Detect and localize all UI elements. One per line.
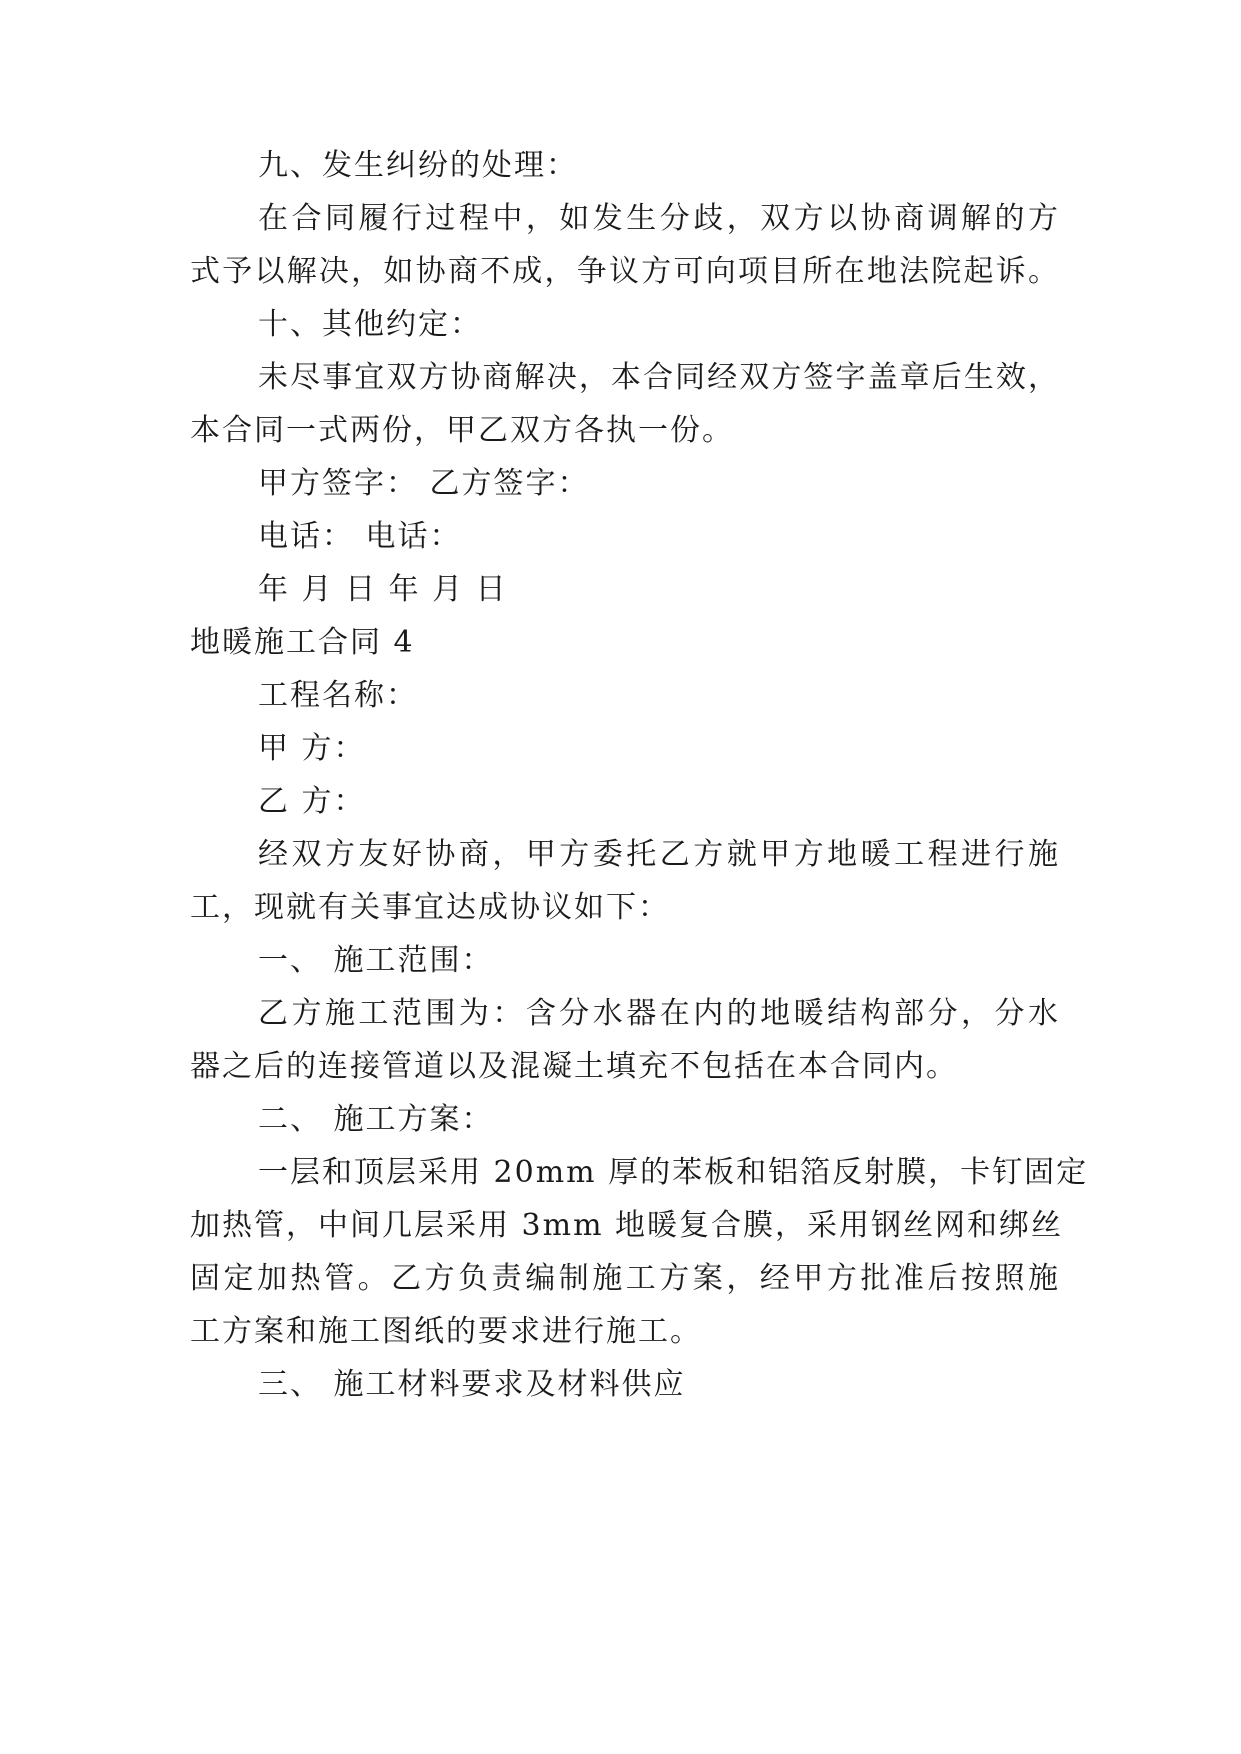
section-heading-other: 十、其他约定： [258, 307, 482, 342]
signature-line: 甲方签字： 乙方签字： [258, 466, 590, 501]
paragraph-line: 一层和顶层采用 20mm 厚的苯板和铝箔反射膜，卡钉固定 [258, 1155, 1089, 1190]
project-name-field: 工程名称： [258, 678, 418, 713]
phone-line: 电话： 电话： [258, 519, 462, 554]
paragraph-line: 工方案和施工图纸的要求进行施工。 [190, 1314, 702, 1349]
contract-title: 地暖施工合同 4 [190, 625, 415, 660]
section-heading-materials: 三、 施工材料要求及材料供应 [258, 1367, 686, 1402]
paragraph-line: 器之后的连接管道以及混凝土填充不包括在本合同内。 [190, 1049, 958, 1084]
paragraph-line: 式予以解决，如协商不成，争议方可向项目所在地法院起诉。 [190, 254, 1060, 289]
section-heading-plan: 二、 施工方案： [258, 1102, 494, 1137]
paragraph-line: 加热管，中间几层采用 3mm 地暖复合膜，采用钢丝网和绑丝 [190, 1208, 1064, 1243]
paragraph-line: 工，现就有关事宜达成协议如下： [190, 890, 670, 925]
section-heading-dispute: 九、发生纠纷的处理： [258, 148, 578, 183]
paragraph-line: 在合同履行过程中，如发生分歧，双方以协商调解的方 [258, 201, 1060, 236]
paragraph-line: 未尽事宜双方协商解决，本合同经双方签字盖章后生效， [258, 360, 1060, 395]
party-b-field: 乙 方： [258, 784, 366, 819]
date-line: 年 月 日 年 月 日 [258, 572, 508, 607]
party-a-field: 甲 方： [258, 731, 366, 766]
paragraph-line: 乙方施工范围为：含分水器在内的地暖结构部分，分水 [258, 996, 1060, 1031]
paragraph-line: 本合同一式两份，甲乙双方各执一份。 [190, 413, 734, 448]
paragraph-line: 经双方友好协商，甲方委托乙方就甲方地暖工程进行施 [258, 837, 1060, 872]
section-heading-scope: 一、 施工范围： [258, 943, 494, 978]
paragraph-line: 固定加热管。乙方负责编制施工方案，经甲方批准后按照施 [190, 1261, 1060, 1296]
